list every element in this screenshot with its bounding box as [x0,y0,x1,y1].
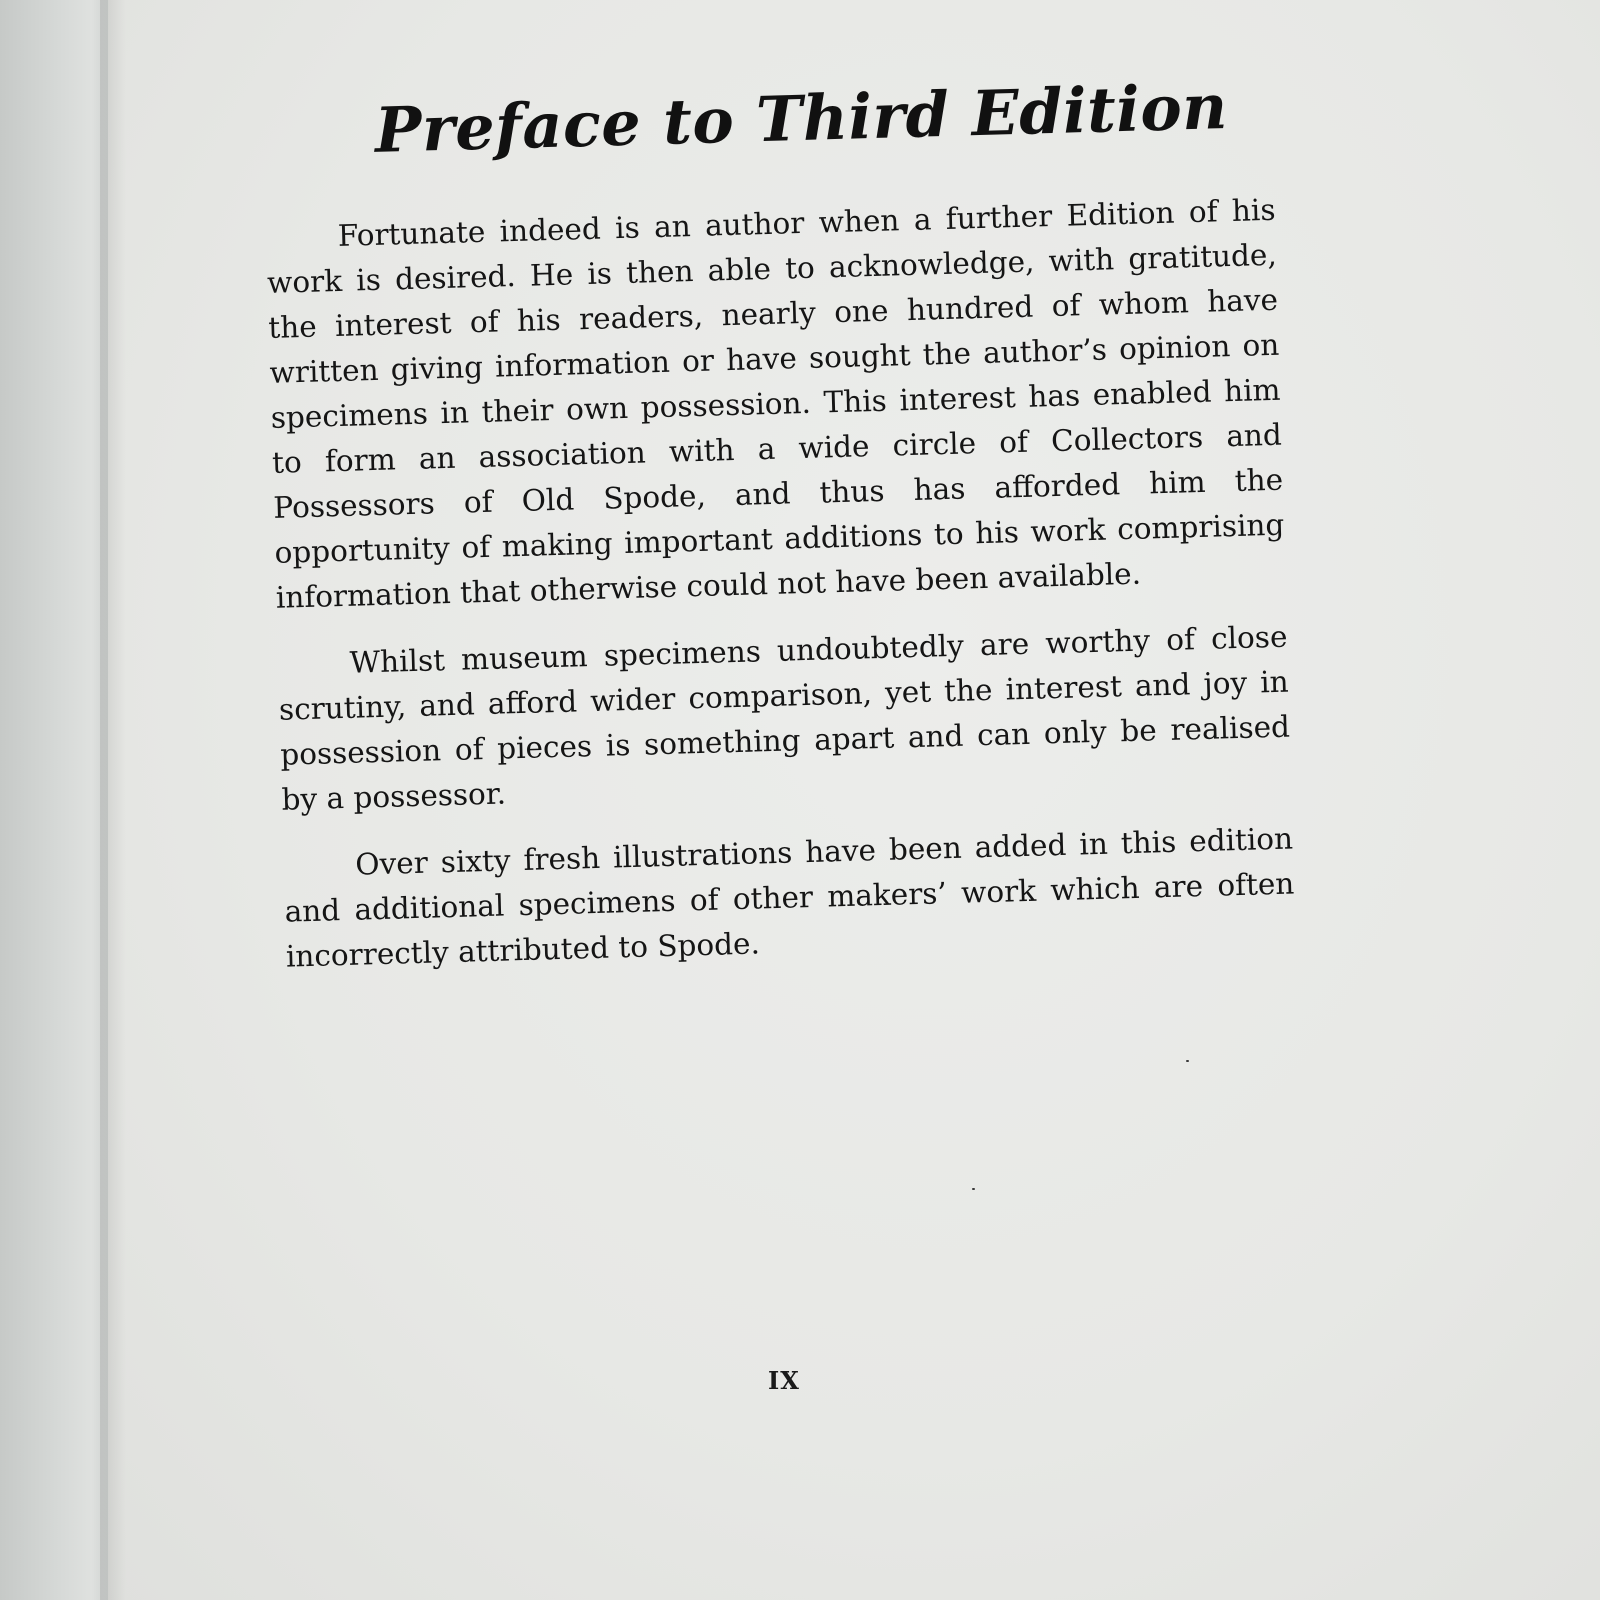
paper-speck [1186,1060,1189,1062]
paragraph-3: Over sixty fresh illustrations have been added in this edition and additional specimens of other makers’ work which are often incorrectly attributed to Spode. [284,821,1295,974]
paragraph-1: Fortunate indeed is an author when a further Edition of his work is desired. He is then able to acknowledge, with gratitude, the interest of his readers, nearly one hundred of whom have written giving information or have sought the author’s opinion on specimens in their own possession. This interest has enabled him to form an association with a wide circle of Collectors and Possessors of Old Spode, and thus has afforded him the opportunity of making important additions to his work comprising information that otherwise could not have been available. [266,192,1285,615]
gutter-shadow [100,0,126,1600]
page-number: IX [768,1366,800,1395]
paragraph-2: Whilst museum specimens undoubtedly are worthy of close scrutiny, and afford wider comparison, yet the interest and joy in possession of pieces is something apart and can only be realised by a possessor. [278,619,1291,817]
page-title: Preface to Third Edition [373,70,1229,167]
page-text-block [262,72,1296,980]
paper-speck [972,1188,975,1190]
left-page-edge [0,0,108,1600]
